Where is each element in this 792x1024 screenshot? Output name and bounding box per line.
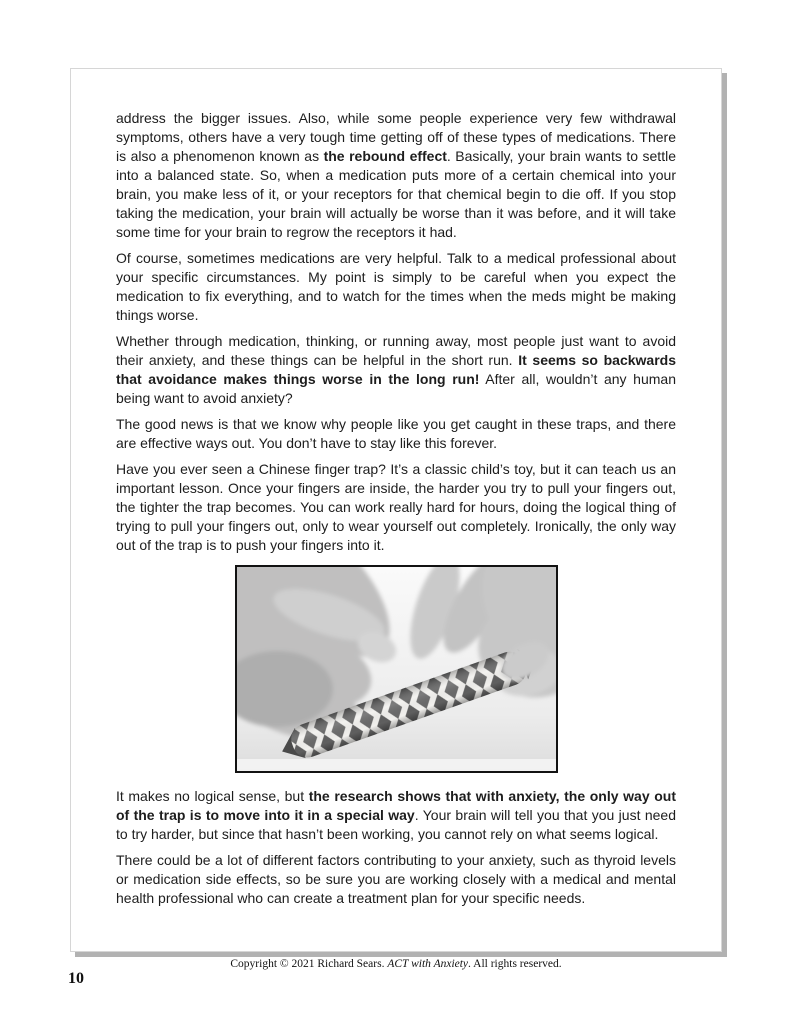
paragraph (116, 109, 676, 242)
paragraph (116, 332, 676, 408)
paragraph (116, 460, 676, 555)
paragraph (116, 851, 676, 908)
paragraph (116, 787, 676, 844)
book-page (70, 68, 722, 952)
text-segment: address the bigger issues. Also, while some people experience very few withdrawal symptoms, others have a very tough time getting off of these types of medications. There is also a phenomenon known as (116, 110, 676, 164)
bold-text-segment: It seems so backwards that avoidance makes things worse in the long run! (116, 352, 677, 387)
page-number: 10 (68, 970, 84, 987)
paragraph (116, 249, 676, 325)
body-text-below-figure (116, 787, 676, 908)
text-segment: Of course, sometimes medications are very helpful. Talk to a medical professional about your specific circumstances. My point is simply to be careful when you expect the medication to fix everything, and to watch for the times when the meds might be making things worse. (116, 250, 676, 323)
body-text-above-figure (116, 109, 676, 555)
bold-text-segment: the research shows that with anxiety, the only way out of the trap is to move into it in a special way (116, 788, 677, 823)
figure-block (235, 565, 558, 773)
copyright-suffix: . All rights reserved. (468, 958, 562, 970)
finger-trap-photo (235, 565, 558, 773)
bold-text-segment: the rebound effect (323, 148, 447, 164)
text-segment: It makes no logical sense, but (116, 788, 309, 804)
book-title: ACT with Anxiety (387, 958, 469, 970)
text-segment: . Basically, your brain wants to settle into a balanced state. So, when a medication puts more of a certain chemical into your brain, you make less of it, or your receptors for that chemical begin to die off. If you stop taking the medication, your brain will actually be worse than it was before, and it will take some time for your brain to regrow the receptors it had. (116, 148, 676, 240)
paragraph (116, 415, 676, 453)
photo-foreground-highlight (237, 759, 556, 771)
text-segment: Whether through medication, thinking, or running away, most people just want to avoid their anxiety, and these things can be helpful in the short run. (116, 333, 676, 368)
text-segment: Have you ever seen a Chinese finger trap? It’s a classic child’s toy, but it can teach us an important lesson. Once your fingers are inside, the harder you try to pull your fingers out, the tighter the trap becomes. You can work really hard for hours, doing the logical thing of trying to pull your fingers out, only to wear yourself out completely. Ironically, the only way out of the trap is to push your fingers into it. (116, 461, 676, 553)
text-segment: There could be a lot of different factors contributing to your anxiety, such as thyroid levels or medication side effects, so be sure you are working closely with a medical and mental health professional who can create a treatment plan for your specific needs. (116, 852, 676, 906)
copyright-footer (70, 958, 722, 970)
text-segment: The good news is that we know why people like you get caught in these traps, and there are effective ways out. You don’t have to stay like this forever. (116, 416, 676, 451)
text-segment: . Your brain will tell you that you just need to try harder, but since that hasn’t been working, you cannot rely on what seems logical. (116, 807, 676, 842)
copyright-prefix: Copyright © 2021 Richard Sears. (230, 958, 388, 970)
text-segment: After all, wouldn’t any human being want to avoid anxiety? (116, 371, 676, 406)
finger-trap-illustration (237, 567, 556, 771)
